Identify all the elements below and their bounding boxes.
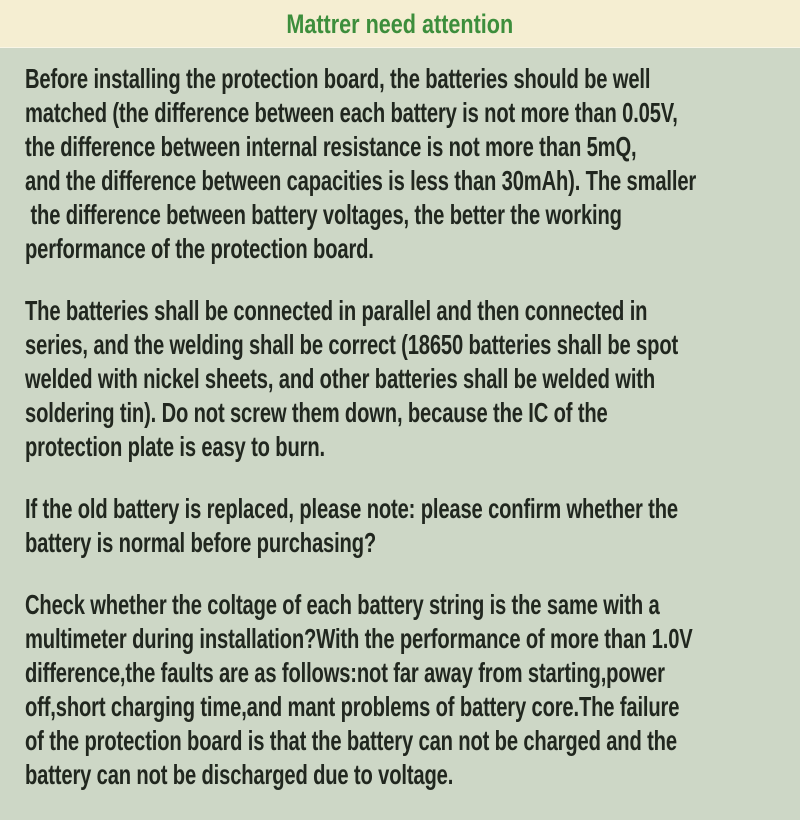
text-line: series, and the welding shall be correct (18650 batteries shall be spot	[25, 329, 679, 360]
notice-paragraph	[25, 588, 775, 792]
text-line: welded with nickel sheets, and other batteries shall be welded with	[25, 363, 656, 394]
page-title: Mattrer need attention	[286, 8, 514, 39]
text-line: performance of the protection board.	[25, 233, 374, 264]
text-line: of the protection board is that the battery can not be charged and the	[25, 725, 677, 756]
notice-paragraph	[25, 492, 775, 560]
notice-paragraph	[25, 294, 775, 464]
text-line: soldering tin). Do not screw them down, because the IC of the	[25, 397, 608, 428]
notice-header	[0, 0, 800, 48]
notice-paragraph	[25, 62, 775, 266]
text-line: multimeter during installation?With the performance of more than 1.0V	[25, 623, 693, 654]
text-line: the difference between internal resistance is not more than 5mQ,	[25, 131, 637, 162]
text-line: battery is normal before purchasing?	[25, 527, 377, 558]
text-line: matched (the difference between each battery is not more than 0.05V,	[25, 97, 678, 128]
text-line: Check whether the coltage of each battery string is the same with a	[25, 589, 660, 620]
text-line: the difference between battery voltages, the better the working	[25, 199, 622, 230]
text-line: If the old battery is replaced, please note: please confirm whether the	[25, 493, 678, 524]
text-line: protection plate is easy to burn.	[25, 431, 325, 462]
text-line: off,short charging time,and mant problems of battery core.The failure	[25, 691, 680, 722]
notice-body	[0, 48, 800, 820]
text-line: The batteries shall be connected in parallel and then connected in	[25, 295, 648, 326]
text-line: battery can not be discharged due to voltage.	[25, 759, 454, 790]
text-line: and the difference between capacities is less than 30mAh). The smaller	[25, 165, 697, 196]
text-line: difference,the faults are as follows:not far away from starting,power	[25, 657, 665, 688]
text-line: Before installing the protection board, the batteries should be well	[25, 63, 651, 94]
